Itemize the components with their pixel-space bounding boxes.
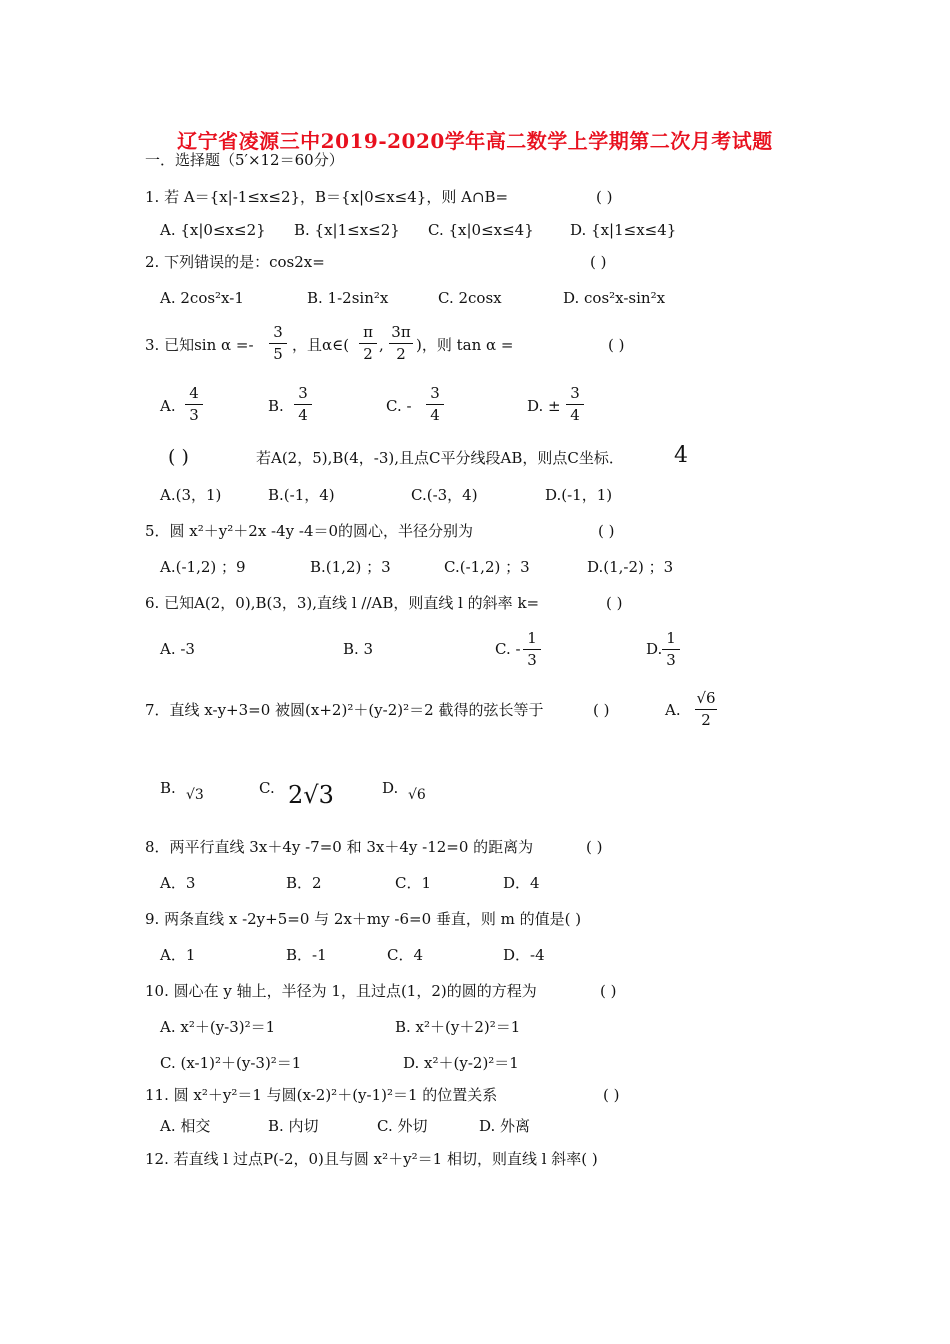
- q3-option-a-label: A.: [160, 397, 176, 415]
- section-heading: 一．选择题（5′×12＝60分）: [145, 151, 344, 169]
- q9-option-c: C．4: [387, 946, 424, 964]
- q3-option-c-label: C. -: [386, 397, 412, 415]
- document-title: 辽宁省凌源三中2019-2020学年高二数学上学期第二次月考试题: [177, 129, 773, 153]
- q2-answer-paren: ( ): [590, 253, 607, 271]
- q3-fraction-sin: [267, 324, 289, 363]
- q5-option-b: B.(1,2) ；3: [310, 558, 391, 576]
- q1-option-b: B. {x|1≤x≤2}: [294, 221, 400, 239]
- q7-option-d-value: √6: [408, 787, 426, 803]
- q8-option-c: C．1: [395, 874, 432, 892]
- q11-option-b: B. 内切: [268, 1117, 319, 1135]
- q6-option-b: B. 3: [343, 640, 374, 658]
- q4-option-c: C.(-3，4): [411, 486, 478, 504]
- q3-option-a-fraction: [183, 385, 205, 424]
- q6-option-d-label: D.: [646, 640, 663, 658]
- q3-fraction-3pi-half: [387, 324, 415, 363]
- q3-b-num: 3: [298, 384, 308, 402]
- q3-stem-start: 3. 已知sin α =-: [145, 336, 254, 354]
- q4-stem: 若A(2，5),B(4，-3),且点C平分线段AB，则点C坐标．: [256, 449, 624, 467]
- q11-option-a: A. 相交: [160, 1117, 211, 1135]
- q5-option-d: D.(1,-2) ；3: [587, 558, 674, 576]
- q2-option-b: B. 1-2sin²x: [307, 289, 389, 307]
- q11-option-c: C. 外切: [377, 1117, 428, 1135]
- q3-comma: ,: [379, 336, 384, 354]
- q5-option-c: C.(-1,2) ；3: [444, 558, 530, 576]
- q3-c-den: 4: [430, 406, 440, 424]
- q7-option-c-value: 2√3: [288, 781, 334, 809]
- q7-a-den: 2: [701, 711, 711, 729]
- q10-answer-paren: ( ): [600, 982, 617, 1000]
- q6-c-num: 1: [527, 629, 537, 647]
- q1-answer-paren: ( ): [596, 188, 613, 206]
- q7-option-c-label: C.: [259, 779, 275, 797]
- q9-option-a: A．1: [160, 946, 196, 964]
- fraction-bar: [523, 649, 541, 650]
- fraction-bar: [695, 709, 717, 710]
- q5-option-a: A.(-1,2) ；9: [160, 558, 246, 576]
- q7-option-d-label: D.: [382, 779, 399, 797]
- q6-option-d-fraction: [660, 630, 682, 669]
- q8-stem: 8．两平行直线 3x＋4y -7=0 和 3x＋4y -12=0 的距离为: [145, 838, 534, 856]
- q4-option-d: D.(-1，1): [545, 486, 613, 504]
- q6-option-c-label: C. -: [495, 640, 521, 658]
- q3-answer-paren: ( ): [608, 336, 625, 354]
- q11-answer-paren: ( ): [603, 1086, 620, 1104]
- q3-f2-den: 2: [363, 345, 373, 363]
- q6-stem: 6. 已知A(2，0),B(3，3),直线 l //AB，则直线 l 的斜率 k=: [145, 594, 540, 612]
- q7-option-b-label: B.: [160, 779, 176, 797]
- q8-option-b: B．2: [286, 874, 322, 892]
- q4-answer-paren: ( ): [168, 446, 189, 468]
- q3-f1-den: 5: [273, 345, 283, 363]
- q3-option-b-label: B.: [268, 397, 284, 415]
- q7-option-a-fraction: [693, 690, 719, 729]
- q11-stem: 11. 圆 x²＋y²＝1 与圆(x-2)²＋(y-1)²＝1 的位置关系: [145, 1086, 498, 1104]
- q3-f2-num: π: [363, 323, 373, 341]
- q4-option-a: A.(3，1): [160, 486, 222, 504]
- q3-d-num: 3: [570, 384, 580, 402]
- q3-option-d-label: D. ±: [527, 397, 561, 415]
- q6-option-a: A. -3: [160, 640, 195, 658]
- q3-option-d-fraction: [564, 385, 586, 424]
- q6-c-den: 3: [527, 651, 537, 669]
- q5-stem: 5．圆 x²＋y²＋2x -4y -4＝0的圆心，半径分别为: [145, 522, 474, 540]
- fraction-bar: [294, 404, 312, 405]
- q4-option-b: B.(-1，4): [268, 486, 335, 504]
- q7-stem: 7．直线 x-y+3=0 被圆(x+2)²＋(y-2)²＝2 截得的弦长等于: [145, 701, 544, 719]
- q6-d-num: 1: [666, 629, 676, 647]
- q10-stem: 10. 圆心在 y 轴上，半径为 1，且过点(1，2)的圆的方程为: [145, 982, 537, 1000]
- q6-option-c-fraction: [521, 630, 543, 669]
- q8-option-d: D．4: [503, 874, 540, 892]
- q5-answer-paren: ( ): [598, 522, 615, 540]
- q10-option-d: D. x²＋(y-2)²＝1: [403, 1054, 519, 1072]
- q3-fraction-pi-half: [357, 324, 379, 363]
- q2-stem: 2. 下列错误的是：cos2x=: [145, 253, 325, 271]
- q10-option-a: A. x²＋(y-3)²＝1: [160, 1018, 276, 1036]
- q9-stem: 9. 两条直线 x -2y+5=0 与 2x＋my -6=0 垂直，则 m 的值是( ): [145, 910, 582, 928]
- q3-option-b-fraction: [292, 385, 314, 424]
- q3-stem-mid: ，且α∈(: [292, 336, 350, 354]
- q6-answer-paren: ( ): [606, 594, 623, 612]
- q7-option-a-label: A.: [665, 701, 681, 719]
- q7-answer-paren: ( ): [593, 701, 610, 719]
- fraction-bar: [185, 404, 203, 405]
- fraction-bar: [662, 649, 680, 650]
- q8-answer-paren: ( ): [586, 838, 603, 856]
- fraction-bar: [359, 343, 377, 344]
- q7-option-b-value: √3: [186, 787, 204, 803]
- q6-d-den: 3: [666, 651, 676, 669]
- q9-option-d: D．-4: [503, 946, 545, 964]
- q10-option-c: C. (x-1)²＋(y-3)²＝1: [160, 1054, 302, 1072]
- q2-option-c: C. 2cosx: [438, 289, 502, 307]
- fraction-bar: [566, 404, 584, 405]
- q3-f3-num: 3π: [391, 323, 411, 341]
- q3-option-c-fraction: [424, 385, 446, 424]
- q9-option-b: B．-1: [286, 946, 327, 964]
- q10-option-b: B. x²＋(y＋2)²＝1: [395, 1018, 521, 1036]
- fraction-bar: [426, 404, 444, 405]
- q3-b-den: 4: [298, 406, 308, 424]
- q2-option-a: A. 2cos²x-1: [160, 289, 244, 307]
- q1-option-d: D. {x|1≤x≤4}: [570, 221, 677, 239]
- q3-a-num: 4: [189, 384, 199, 402]
- fraction-bar: [389, 343, 413, 344]
- q4-number: 4: [674, 443, 688, 468]
- q3-f3-den: 2: [396, 345, 406, 363]
- q3-f1-num: 3: [273, 323, 283, 341]
- q3-stem-end: )，则 tan α =: [416, 336, 514, 354]
- q7-a-num: √6: [696, 689, 716, 707]
- q1-stem: 1. 若 A＝{x|-1≤x≤2}，B＝{x|0≤x≤4}，则 A∩B=: [145, 188, 509, 206]
- q3-a-den: 3: [189, 406, 199, 424]
- fraction-bar: [269, 343, 287, 344]
- q3-d-den: 4: [570, 406, 580, 424]
- q12-stem: 12. 若直线 l 过点P(-2，0)且与圆 x²＋y²＝1 相切，则直线 l 斜率( ): [145, 1150, 598, 1168]
- q11-option-d: D. 外离: [479, 1117, 531, 1135]
- q8-option-a: A．3: [160, 874, 196, 892]
- q1-option-a: A. {x|0≤x≤2}: [160, 221, 266, 239]
- q3-c-num: 3: [430, 384, 440, 402]
- q1-option-c: C. {x|0≤x≤4}: [428, 221, 534, 239]
- q2-option-d: D. cos²x-sin²x: [563, 289, 666, 307]
